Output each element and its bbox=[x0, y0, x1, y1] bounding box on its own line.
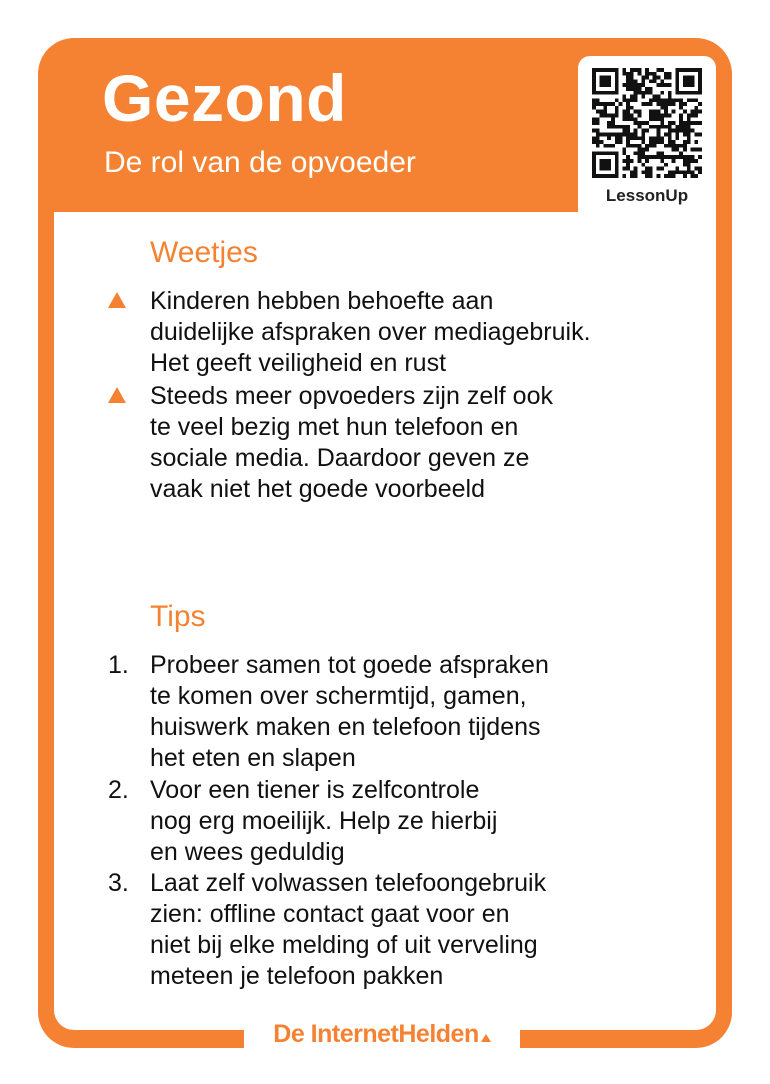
weetjes-heading: Weetjes bbox=[150, 236, 258, 269]
page-title: Gezond bbox=[102, 61, 347, 135]
qr-code-icon[interactable] bbox=[592, 68, 702, 178]
weetjes-item-text: Kinderen hebben behoefte aan duidelijke afspraken over mediagebruik. Het geeft veiligheid en rust bbox=[150, 287, 591, 377]
weetjes-item bbox=[108, 286, 688, 380]
tips-item-number: 3. bbox=[108, 869, 129, 897]
weetjes-item-text: Steeds meer opvoeders zijn zelf ook te veel bezig met hun telefoon en sociale media. Daardoor geven ze vaak niet het goede voorbeeld bbox=[150, 382, 553, 503]
tips-item bbox=[108, 775, 688, 869]
triangle-bullet-icon bbox=[108, 387, 126, 403]
brand-triangle-icon bbox=[481, 1034, 491, 1042]
weetjes-item bbox=[108, 381, 688, 507]
tips-item-text: Voor een tiener is zelfcontrole nog erg moeilijk. Help ze hierbij en wees geduldig bbox=[150, 776, 498, 866]
triangle-bullet-icon bbox=[108, 292, 126, 308]
brand-logo-text: De InternetHelden bbox=[273, 1020, 479, 1048]
tips-item bbox=[108, 868, 688, 994]
tips-item bbox=[108, 650, 688, 776]
page-subtitle: De rol van de opvoeder bbox=[104, 146, 416, 179]
tips-item-number: 1. bbox=[108, 651, 129, 679]
tips-item-text: Laat zelf volwassen telefoongebruik zien: offline contact gaat voor en niet bij elke melding of uit verveling meteen je telefoon pakken bbox=[150, 869, 547, 990]
qr-label: LessonUp bbox=[605, 186, 689, 205]
tips-item-number: 2. bbox=[108, 776, 129, 804]
qr-panel bbox=[578, 56, 716, 212]
tips-item-text: Probeer samen tot goede afspraken te komen over schermtijd, gamen, huiswerk maken en telefoon tijdens het eten en slapen bbox=[150, 651, 549, 772]
tips-heading: Tips bbox=[150, 600, 206, 633]
footer-brand bbox=[244, 1020, 520, 1049]
